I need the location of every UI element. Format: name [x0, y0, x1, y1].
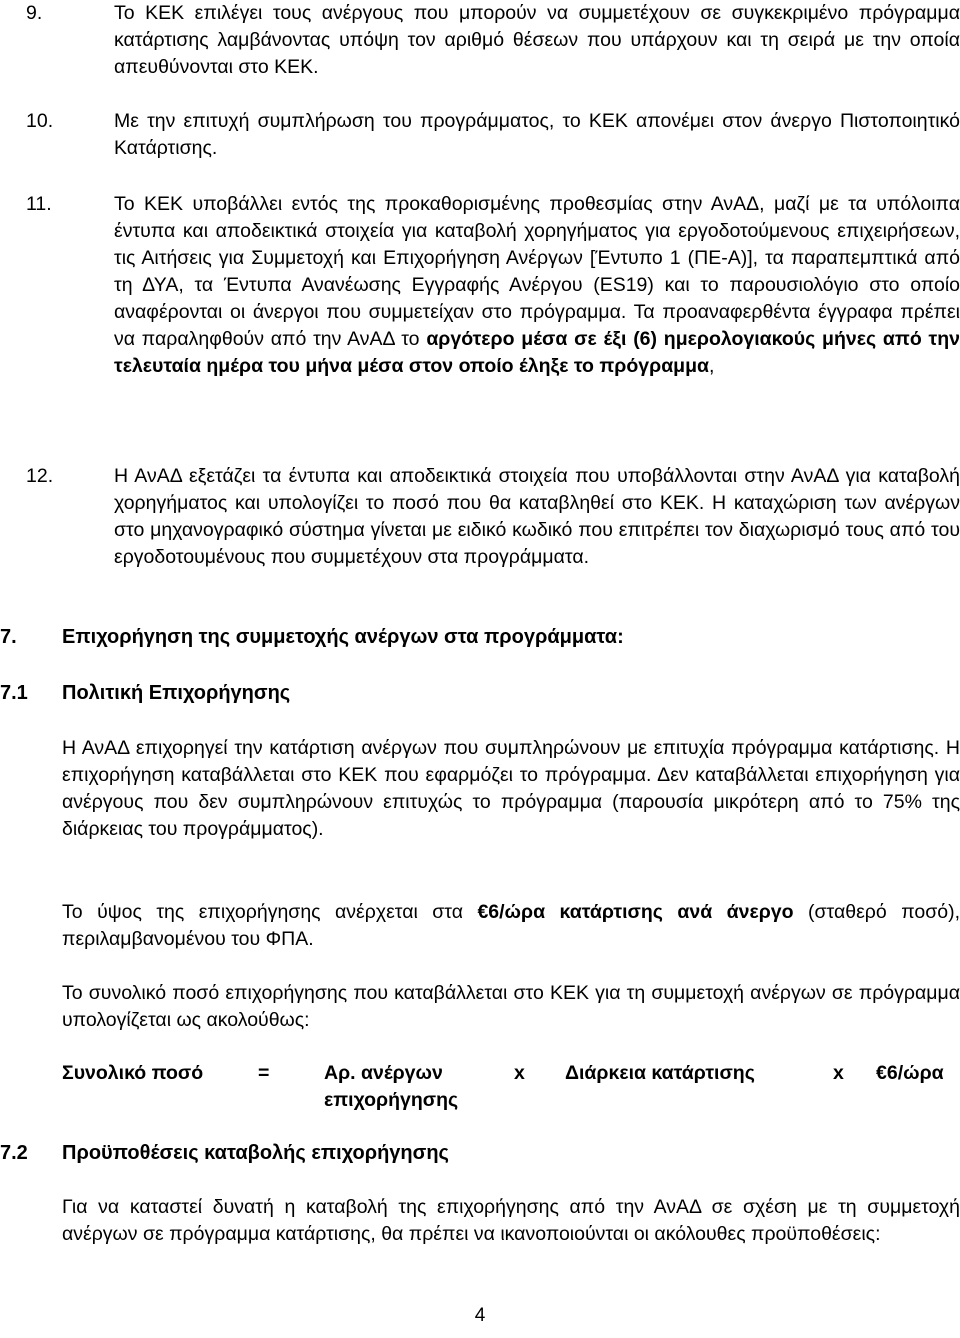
list-item-number: 10. [26, 110, 54, 132]
section-title: Πολιτική Επιχορήγησης [62, 682, 291, 704]
formula-times: x [833, 1062, 844, 1084]
section-number: 7. [0, 626, 17, 648]
list-item-text: Η ΑνΑΔ εξετάζει τα έντυπα και αποδεικτικά στοιχεία που υποβάλλονται στην ΑνΑΔ για καταβολή χορηγήματος και υπολογίζει το ποσό που θα καταβληθεί στο ΚΕΚ. Η καταχώριση των ανέργων στο μηχανογραφικό σύστημα γίνεται με ειδικό κωδικό που επιτρέπει τον διαχωρισμό τους από του εργοδοτουμένους που συμμετέχουν στα προγράμματα. [114, 465, 960, 568]
paragraph-text-part: Το ύψος της επιχορήγησης ανέρχεται στα [62, 901, 478, 923]
formula-training-duration: Διάρκεια κατάρτισης [565, 1062, 755, 1084]
formula-times: x [514, 1062, 525, 1084]
formula-unemployed-count: Αρ. ανέργων [324, 1062, 443, 1084]
formula-equals: = [258, 1062, 270, 1084]
list-item-text [114, 191, 960, 380]
formula-unemployed-count-line2: επιχορήγησης [324, 1089, 459, 1111]
section-number: 7.1 [0, 682, 28, 704]
rate-emphasis: €6/ώρα κατάρτισης ανά άνεργο [477, 901, 794, 923]
section-title: Προϋποθέσεις καταβολής επιχορήγησης [62, 1142, 449, 1164]
page-number: 4 [474, 1305, 486, 1326]
paragraph-text-part: (σταθερό ποσό), περιλαμβανομένου του ΦΠΑ. [62, 901, 960, 950]
paragraph-conditions: Για να καταστεί δυνατή η καταβολή της επιχορήγησης από την ΑνΑΔ σε σχέση με τη συμμετοχή ανέργων σε πρόγραμμα κατάρτισης, θα πρέπει να ικανοποιούνται οι ακόλουθες προϋποθέσεις: [62, 1196, 960, 1245]
deadline-emphasis: αργότερο μέσα σε έξι (6) ημερολογιακούς μήνες από την τελευταία ημέρα του μήνα μέσα στον οποίο έληξε το πρόγραμμα [114, 328, 960, 377]
list-item-number: 12. [26, 465, 54, 487]
list-item-number: 9. [26, 2, 43, 24]
list-item-text-part: Το ΚΕΚ υποβάλλει εντός της προκαθορισμένης προθεσμίας στην ΑνΑΔ, μαζί με τα υπόλοιπα έντυπα και αποδεικτικά στοιχεία για καταβολή χορηγήματος για εργοδοτούμενους επιχειρήσεων, τις Αιτήσεις για Συμμετοχή και Επιχορήγηση Ανέργων [Έντυπο 1 (ΠΕ-Α)], τα παραπεμπτικά από τη ΔΥΑ, τα Έντυπα Ανανέωσης Εγγραφής Ανέργου (ES19) και το παρουσιολόγιο στο οποίο αναφέρονται οι άνεργοι που συμμετείχαν στο πρόγραμμα. Τα προαναφερθέντα έγγραφα πρέπει να παραληφθούν από την ΑνΑΔ το [114, 193, 960, 350]
section-title: Επιχορήγηση της συμμετοχής ανέργων στα προγράμματα: [62, 626, 624, 648]
paragraph-rate [62, 899, 960, 953]
list-item-text-part: , [709, 355, 715, 377]
paragraph-total: Το συνολικό ποσό επιχορήγησης που καταβάλλεται στο ΚΕΚ για τη συμμετοχή ανέργων σε πρόγραμμα υπολογίζεται ως ακολούθως: [62, 982, 960, 1031]
list-item-text: Το ΚΕΚ επιλέγει τους ανέργους που μπορούν να συμμετέχουν σε συγκεκριμένο πρόγραμμα κατάρτισης λαμβάνοντας υπόψη τον αριθμό θέσεων που υπάρχουν και τη σειρά με την οποία απευθύνονται στο ΚΕΚ. [114, 2, 960, 78]
section-number: 7.2 [0, 1142, 28, 1164]
formula-total-label: Συνολικό ποσό [62, 1062, 204, 1084]
list-item-text: Με την επιτυχή συμπλήρωση του προγράμματος, το ΚΕΚ απονέμει στον άνεργο Πιστοποιητικό Κατάρτισης. [114, 110, 960, 159]
formula-rate: €6/ώρα [876, 1062, 944, 1084]
list-item-number: 11. [26, 193, 52, 215]
paragraph-policy: Η ΑνΑΔ επιχορηγεί την κατάρτιση ανέργων που συμπληρώνουν με επιτυχία πρόγραμμα κατάρτισης. Η επιχορήγηση καταβάλλεται στο ΚΕΚ που εφαρμόζει το πρόγραμμα. Δεν καταβάλλεται επιχορήγηση για ανέργους που δεν συμπληρώνουν επιτυχώς το πρόγραμμα (παρουσία μικρότερη από το 75% της διάρκειας του προγράμματος). [62, 737, 960, 840]
